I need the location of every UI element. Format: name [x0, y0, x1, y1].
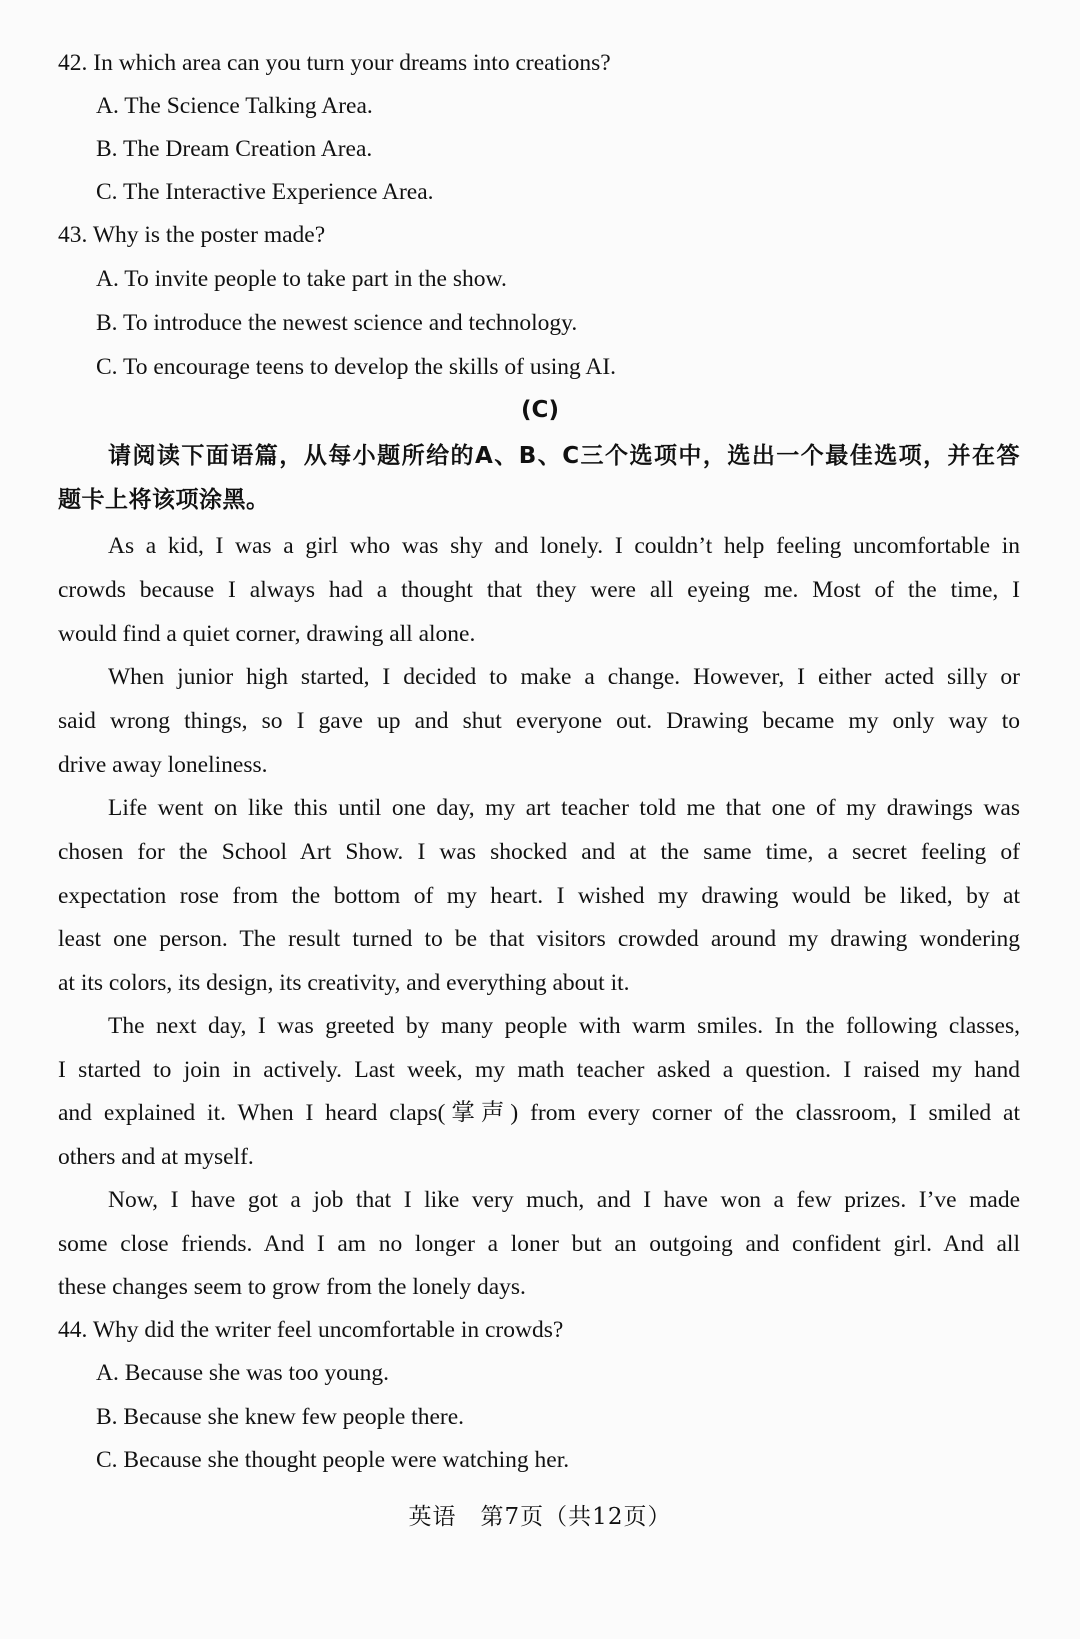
- passage-p3-line2: chosen for the School Art Show. I was shocked and at the same time, a secret feeling of: [58, 839, 1020, 865]
- passage-p5-line1: Now, I have got a job that I like very much, and I have won a few prizes. I’ve made: [108, 1187, 1020, 1213]
- page-footer: 英语 第7页（共12页）: [408, 1504, 672, 1530]
- passage-p3-line3: expectation rose from the bottom of my heart. I wished my drawing would be liked, by at: [58, 883, 1020, 909]
- q42-option-c: C. The Interactive Experience Area.: [96, 179, 434, 205]
- passage-p1-line3: would find a quiet corner, drawing all alone.: [58, 621, 476, 647]
- q44-option-a: A. Because she was too young.: [96, 1360, 390, 1386]
- passage-p3-line1: Life went on like this until one day, my art teacher told me that one of my drawings was: [108, 795, 1020, 821]
- q42-option-a: A. The Science Talking Area.: [96, 93, 373, 119]
- q43-option-a: A. To invite people to take part in the show.: [96, 266, 507, 292]
- passage-p4-line2: I started to join in actively. Last week, my math teacher asked a question. I raised my hand: [58, 1057, 1020, 1083]
- passage-p3-line5: at its colors, its design, its creativity, and everything about it.: [58, 970, 630, 996]
- passage-p5-line3: these changes seem to grow from the lonely days.: [58, 1274, 526, 1300]
- q44-option-b: B. Because she knew few people there.: [96, 1404, 465, 1430]
- passage-p2-line2: said wrong things, so I gave up and shut everyone out. Drawing became my only way to: [58, 708, 1020, 734]
- passage-p4-line3: and explained it. When I heard claps(掌声) from every corner of the classroom, I smiled at: [58, 1100, 1020, 1126]
- q43-option-c: C. To encourage teens to develop the skills of using AI.: [96, 354, 617, 380]
- passage-p5-line2: some close friends. And I am no longer a loner but an outgoing and confident girl. And all: [58, 1231, 1020, 1257]
- passage-p2-line3: drive away loneliness.: [58, 752, 268, 778]
- q44-option-c: C. Because she thought people were watching her.: [96, 1447, 570, 1473]
- q42-option-b: B. The Dream Creation Area.: [96, 136, 373, 162]
- passage-p2-line1: When junior high started, I decided to make a change. However, I either acted silly or: [108, 664, 1020, 690]
- section-title: (C): [521, 397, 559, 423]
- instruction-line-2: 题卡上将该项涂黑。: [58, 487, 270, 513]
- passage-p4-line1: The next day, I was greeted by many people with warm smiles. In the following classes,: [108, 1013, 1020, 1039]
- q43-stem: 43. Why is the poster made?: [58, 222, 326, 248]
- q44-stem: 44. Why did the writer feel uncomfortable in crowds?: [58, 1317, 564, 1343]
- q42-stem: 42. In which area can you turn your dreams into creations?: [58, 50, 611, 76]
- instruction-line-1: 请阅读下面语篇，从每小题所给的A、B、C三个选项中，选出一个最佳选项，并在答: [108, 443, 1020, 469]
- q43-option-b: B. To introduce the newest science and technology.: [96, 310, 578, 336]
- passage-p4-line4: others and at myself.: [58, 1144, 254, 1170]
- passage-p3-line4: least one person. The result turned to be that visitors crowded around my drawing wondering: [58, 926, 1020, 952]
- passage-p1-line2: crowds because I always had a thought that they were all eyeing me. Most of the time, I: [58, 577, 1020, 603]
- passage-p1-line1: As a kid, I was a girl who was shy and lonely. I couldn’t help feeling uncomfortable in: [108, 533, 1020, 559]
